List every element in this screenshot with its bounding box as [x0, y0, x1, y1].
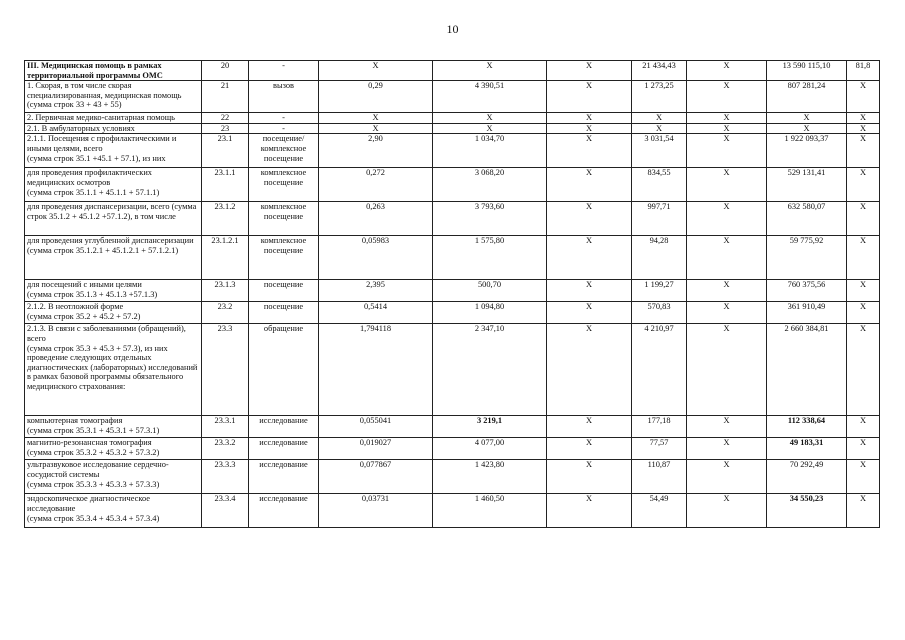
table-cell: 0,5414: [319, 302, 433, 324]
table-cell: X: [847, 168, 880, 202]
table-cell: X: [767, 113, 847, 124]
table-cell: 361 910,49: [767, 302, 847, 324]
table-cell: X: [547, 123, 632, 134]
table-cell: X: [547, 113, 632, 124]
table-cell: 3 793,60: [433, 202, 547, 236]
row-label-cell: III. Медицинская помощь в рамках территориальной программы ОМС: [25, 61, 202, 81]
table-cell: 4 077,00: [433, 438, 547, 460]
table-cell: X: [687, 324, 767, 416]
table-cell: 3 068,20: [433, 168, 547, 202]
row-label-cell: для проведения диспансеризации, всего (сумма строк 35.1.2 + 45.1.2 +57.1.2), в том числе: [25, 202, 202, 236]
table-cell: 2,395: [319, 280, 433, 302]
table-cell: комплексное посещение: [249, 168, 319, 202]
table-cell: 177,18: [632, 416, 687, 438]
table-row: [25, 134, 880, 168]
table-cell: 570,83: [632, 302, 687, 324]
table-cell: 23.1.1: [202, 168, 249, 202]
financing-table: [24, 60, 880, 528]
table-cell: 500,70: [433, 280, 547, 302]
table-cell: исследование: [249, 416, 319, 438]
table-cell: 81,8: [847, 61, 880, 81]
table-cell: X: [547, 460, 632, 494]
table-cell: 1 460,50: [433, 494, 547, 528]
table-cell: X: [433, 113, 547, 124]
table-cell: X: [847, 202, 880, 236]
row-label-cell: ультразвуковое исследование сердечно-сосудистой системы (сумма строк 35.3.3 + 45.3.3 + 57.3.3): [25, 460, 202, 494]
table-cell: 13 590 115,10: [767, 61, 847, 81]
table-cell: 0,019027: [319, 438, 433, 460]
table-cell: X: [847, 302, 880, 324]
table-cell: 0,29: [319, 81, 433, 113]
row-label-cell: компьютерная томография (сумма строк 35.3.1 + 45.3.1 + 57.3.1): [25, 416, 202, 438]
table-cell: 760 375,56: [767, 280, 847, 302]
row-label-cell: 2.1.2. В неотложной форме (сумма строк 35.2 + 45.2 + 57.2): [25, 302, 202, 324]
table-cell: 1,794118: [319, 324, 433, 416]
table-cell: 4 210,97: [632, 324, 687, 416]
table-cell: 0,05983: [319, 236, 433, 280]
table-cell: X: [319, 123, 433, 134]
row-label-cell: 2.1.3. В связи с заболеваниями (обращений), всего (сумма строк 35.3 + 45.3 + 57.3), из них проведение следующих отдельных диагностических (лабораторных) исследований в рамках базовой программы обязательного медицинского страхования:: [25, 324, 202, 416]
table-cell: X: [547, 438, 632, 460]
table-cell: 23.3: [202, 324, 249, 416]
table-cell: X: [547, 236, 632, 280]
table-cell: X: [547, 134, 632, 168]
table-cell: X: [847, 280, 880, 302]
table-row: [25, 302, 880, 324]
table-cell: X: [547, 302, 632, 324]
table-cell: 110,87: [632, 460, 687, 494]
table-cell: X: [847, 123, 880, 134]
table-row: [25, 61, 880, 81]
table-cell: X: [847, 416, 880, 438]
table-cell: обращение: [249, 324, 319, 416]
table-cell: 1 094,80: [433, 302, 547, 324]
table-cell: X: [847, 324, 880, 416]
table-cell: X: [687, 302, 767, 324]
table-cell: X: [687, 202, 767, 236]
table-cell: X: [687, 438, 767, 460]
row-label-cell: для проведения углубленной диспансеризации (сумма строк 35.1.2.1 + 45.1.2.1 + 57.1.2.1): [25, 236, 202, 280]
table-cell: X: [847, 460, 880, 494]
table-cell: X: [847, 494, 880, 528]
row-label-cell: эндоскопическое диагностическое исследование (сумма строк 35.3.4 + 45.3.4 + 57.3.4): [25, 494, 202, 528]
table-cell: 94,28: [632, 236, 687, 280]
table-cell: X: [433, 123, 547, 134]
table-cell: 632 580,07: [767, 202, 847, 236]
table-cell: X: [847, 113, 880, 124]
table-cell: 49 183,31: [767, 438, 847, 460]
table-cell: 21 434,43: [632, 61, 687, 81]
row-label-cell: магнитно-резонансная томография (сумма строк 35.3.2 + 45.3.2 + 57.3.2): [25, 438, 202, 460]
table-cell: 0,077867: [319, 460, 433, 494]
table-cell: 23.2: [202, 302, 249, 324]
table-cell: 59 775,92: [767, 236, 847, 280]
table-cell: 1 199,27: [632, 280, 687, 302]
table-cell: вызов: [249, 81, 319, 113]
table-cell: 23: [202, 123, 249, 134]
table-cell: 0,03731: [319, 494, 433, 528]
table-cell: X: [632, 113, 687, 124]
table-cell: X: [687, 123, 767, 134]
table-cell: 23.3.2: [202, 438, 249, 460]
table-cell: 23.1: [202, 134, 249, 168]
table-cell: исследование: [249, 460, 319, 494]
table-cell: X: [319, 113, 433, 124]
table-cell: 3 219,1: [433, 416, 547, 438]
table-cell: 1 423,80: [433, 460, 547, 494]
table-cell: 2,90: [319, 134, 433, 168]
table-cell: X: [687, 113, 767, 124]
table-cell: посещение: [249, 280, 319, 302]
table-cell: 1 922 093,37: [767, 134, 847, 168]
table-cell: 34 550,23: [767, 494, 847, 528]
table-cell: 2 660 384,81: [767, 324, 847, 416]
table-cell: 1 273,25: [632, 81, 687, 113]
table-row: [25, 324, 880, 416]
table-cell: 834,55: [632, 168, 687, 202]
table-cell: комплексное посещение: [249, 236, 319, 280]
table-cell: 23.3.1: [202, 416, 249, 438]
table-cell: 23.3.3: [202, 460, 249, 494]
table-cell: -: [249, 61, 319, 81]
table-row: [25, 113, 880, 124]
table-cell: посещение: [249, 302, 319, 324]
row-label-cell: для посещений с иными целями (сумма строк 35.1.3 + 45.1.3 +57.1.3): [25, 280, 202, 302]
table-cell: X: [687, 168, 767, 202]
table-row: [25, 494, 880, 528]
table-cell: 3 031,54: [632, 134, 687, 168]
table-cell: X: [847, 81, 880, 113]
row-label-cell: 2. Первичная медико-санитарная помощь: [25, 113, 202, 124]
table-cell: 2 347,10: [433, 324, 547, 416]
table-cell: 997,71: [632, 202, 687, 236]
row-label-cell: 1. Скорая, в том числе скорая специализированная, медицинская помощь (сумма строк 33 + 43 + 55): [25, 81, 202, 113]
table-cell: X: [547, 494, 632, 528]
table-cell: X: [632, 123, 687, 134]
table-cell: X: [847, 236, 880, 280]
table-cell: -: [249, 123, 319, 134]
table-cell: X: [547, 61, 632, 81]
table-cell: 20: [202, 61, 249, 81]
table-cell: X: [547, 81, 632, 113]
table-cell: -: [249, 113, 319, 124]
table-cell: 0,055041: [319, 416, 433, 438]
table-cell: X: [687, 134, 767, 168]
table-row: [25, 438, 880, 460]
table-row: [25, 280, 880, 302]
table-cell: X: [547, 202, 632, 236]
table-row: [25, 416, 880, 438]
row-label-cell: 2.1. В амбулаторных условиях: [25, 123, 202, 134]
table-cell: 1 034,70: [433, 134, 547, 168]
page-number: 10: [446, 22, 459, 36]
table-cell: 807 281,24: [767, 81, 847, 113]
table-cell: 112 338,64: [767, 416, 847, 438]
table-cell: исследование: [249, 494, 319, 528]
table-cell: исследование: [249, 438, 319, 460]
table-cell: 4 390,51: [433, 81, 547, 113]
row-label-cell: для проведения профилактических медицинских осмотров (сумма строк 35.1.1 + 45.1.1 + 57.1.1): [25, 168, 202, 202]
table-cell: X: [767, 123, 847, 134]
table-cell: 23.1.2: [202, 202, 249, 236]
table-cell: 0,263: [319, 202, 433, 236]
table-cell: X: [687, 61, 767, 81]
table-cell: 70 292,49: [767, 460, 847, 494]
table-cell: X: [433, 61, 547, 81]
table-cell: X: [687, 81, 767, 113]
table-cell: 23.1.3: [202, 280, 249, 302]
table-cell: X: [687, 416, 767, 438]
table-cell: 529 131,41: [767, 168, 847, 202]
table-row: [25, 123, 880, 134]
table-cell: 0,272: [319, 168, 433, 202]
table-cell: комплексное посещение: [249, 202, 319, 236]
table-cell: X: [547, 168, 632, 202]
table-cell: X: [547, 324, 632, 416]
table-cell: 23.1.2.1: [202, 236, 249, 280]
table-cell: 54,49: [632, 494, 687, 528]
table-cell: X: [847, 134, 880, 168]
table-cell: посещение/ комплексное посещение: [249, 134, 319, 168]
table-cell: 21: [202, 81, 249, 113]
table-cell: X: [319, 61, 433, 81]
table-cell: X: [687, 280, 767, 302]
table-cell: X: [687, 494, 767, 528]
row-label-cell: 2.1.1. Посещения с профилактическими и иными целями, всего (сумма строк 35.1 +45.1 + 57.1), из них: [25, 134, 202, 168]
table-row: [25, 236, 880, 280]
table-row: [25, 81, 880, 113]
table-cell: 77,57: [632, 438, 687, 460]
table-cell: X: [847, 438, 880, 460]
table-row: [25, 460, 880, 494]
table-row: [25, 202, 880, 236]
table-cell: 23.3.4: [202, 494, 249, 528]
table-cell: 1 575,80: [433, 236, 547, 280]
table-cell: X: [547, 416, 632, 438]
table-cell: X: [687, 236, 767, 280]
table-row: [25, 168, 880, 202]
table-cell: 22: [202, 113, 249, 124]
table-cell: X: [687, 460, 767, 494]
table-cell: X: [547, 280, 632, 302]
